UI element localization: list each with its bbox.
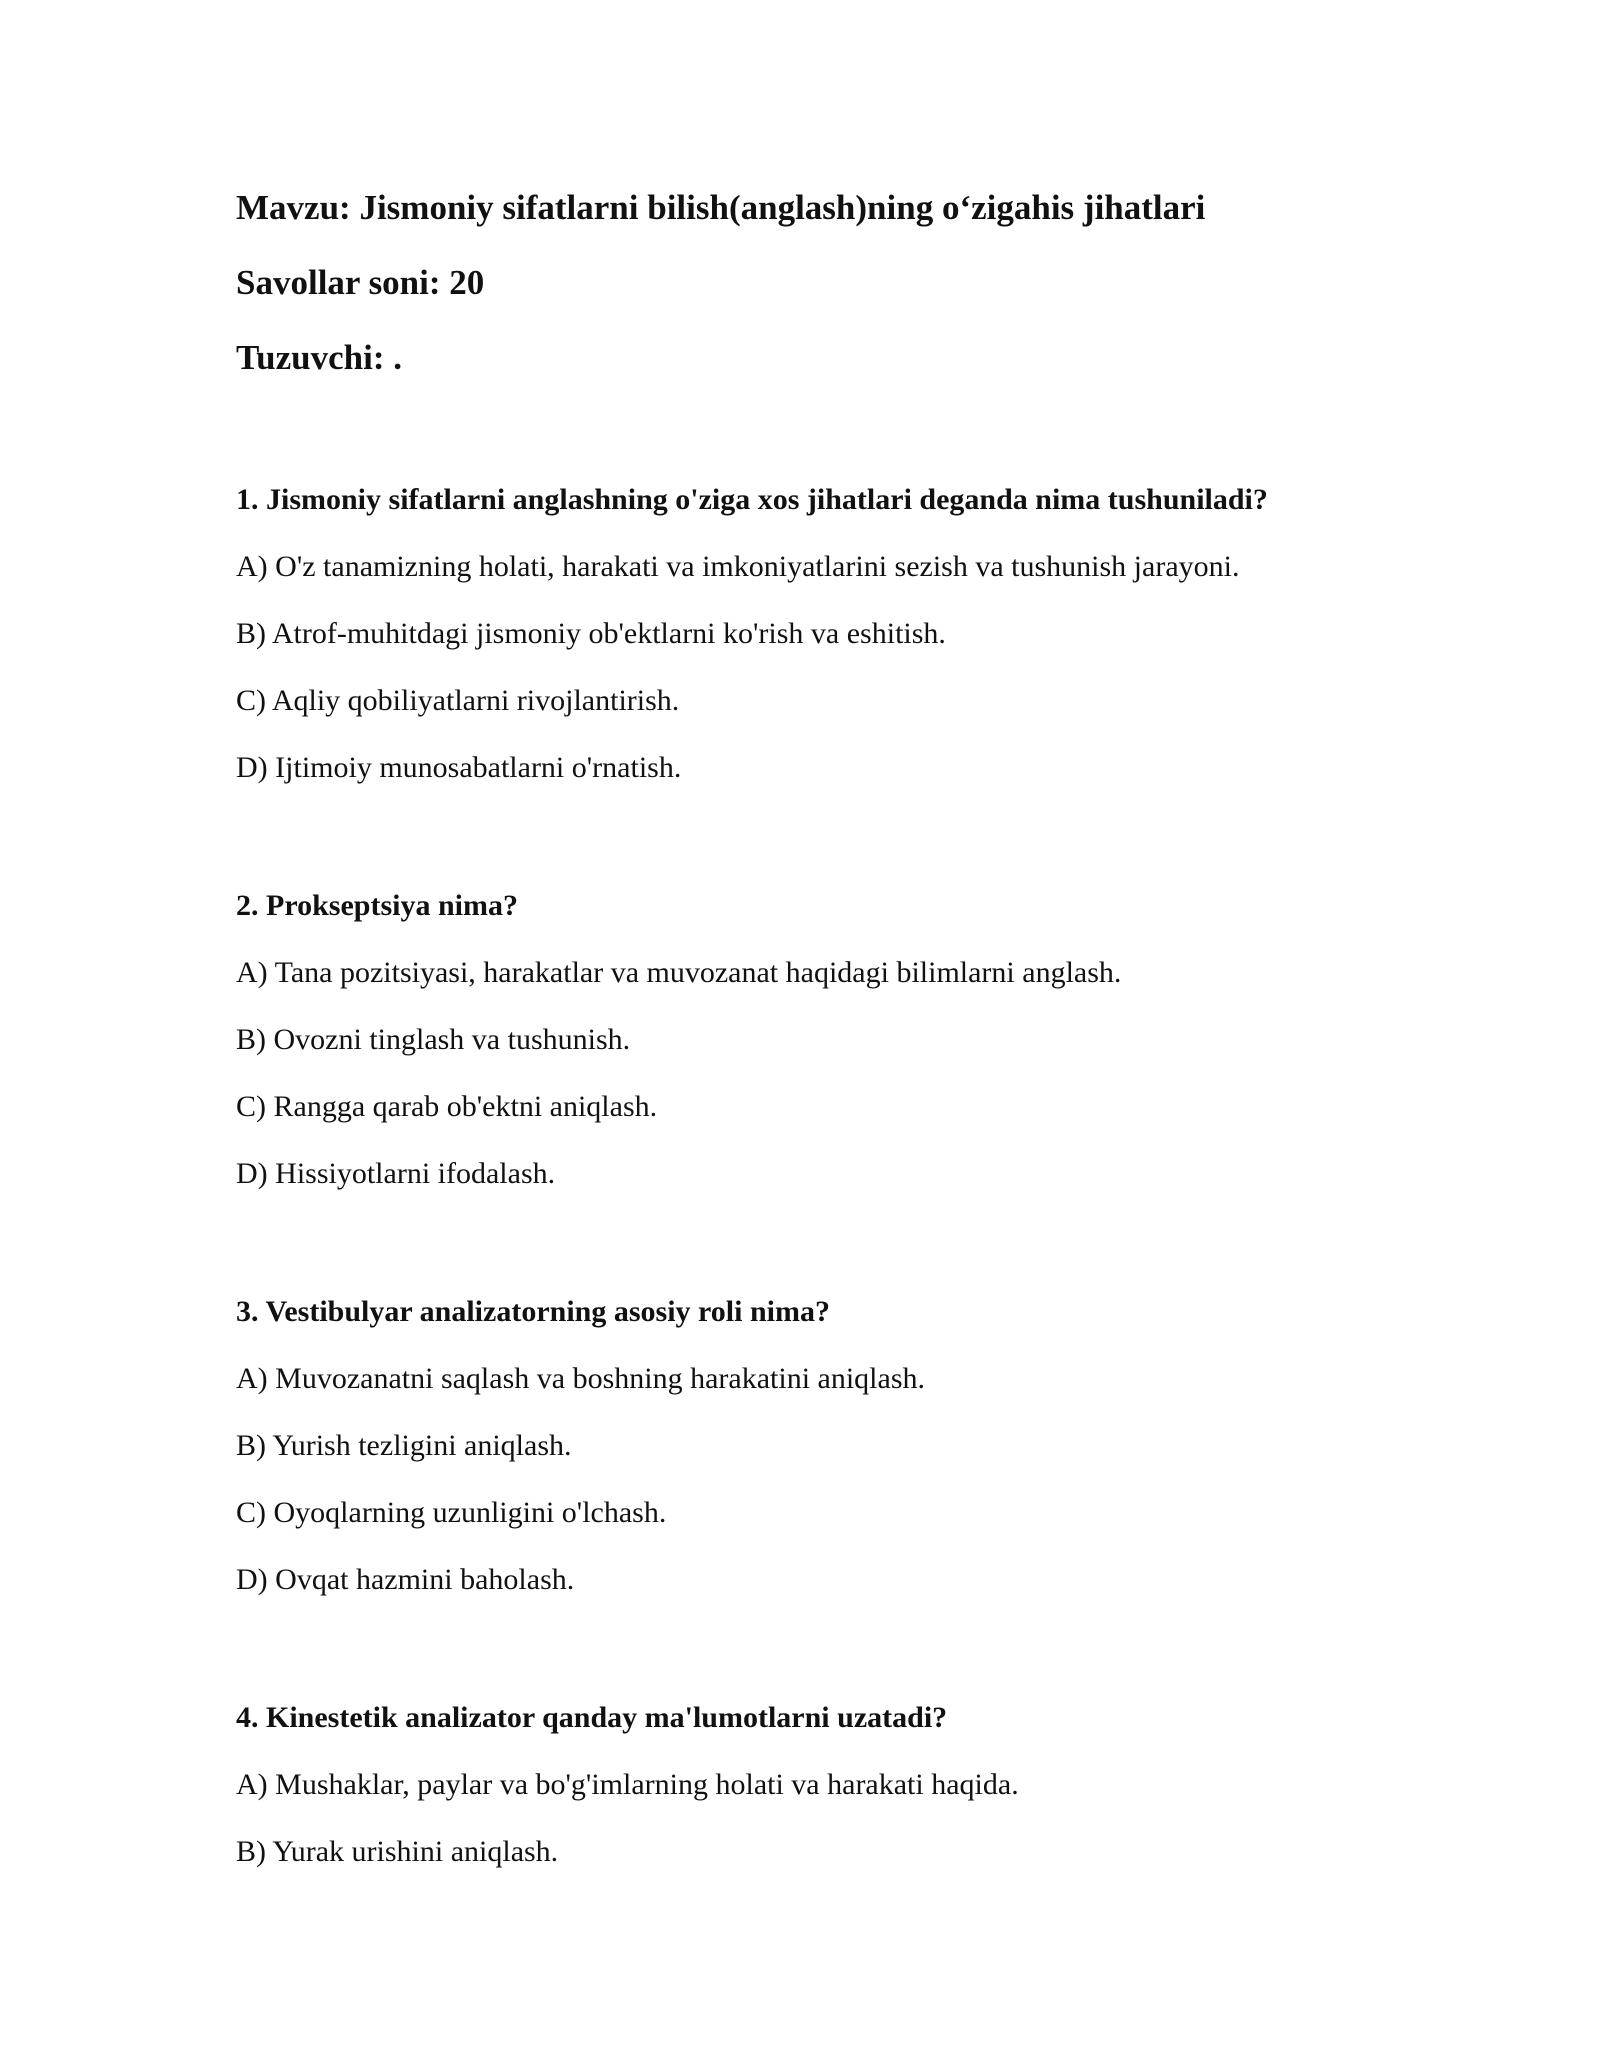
question-count: Savollar soni: 20 <box>236 263 485 302</box>
answer-option-a: A) Muvozanatni saqlash va boshning harakatini aniqlash. <box>236 1362 926 1395</box>
question-text: 3. Vestibulyar analizatorning asosiy roli nima? <box>236 1295 830 1328</box>
answer-option-c: C) Oyoqlarning uzunligini o'lchash. <box>236 1496 667 1529</box>
answer-option-d: D) Ijtimoiy munosabatlarni o'rnatish. <box>236 751 682 784</box>
question-text: 4. Kinestetik analizator qanday ma'lumotlarni uzatadi? <box>236 1701 948 1734</box>
answer-option-d: D) Ovqat hazmini baholash. <box>236 1563 575 1596</box>
answer-option-b: B) Atrof-muhitdagi jismoniy ob'ektlarni ko'rish va eshitish. <box>236 617 946 650</box>
answer-option-a: A) Tana pozitsiyasi, harakatlar va muvozanat haqidagi bilimlarni anglash. <box>236 956 1122 989</box>
answer-option-c: C) Rangga qarab ob'ektni aniqlash. <box>236 1090 658 1123</box>
author-line: Tuzuvchi: . <box>236 338 402 377</box>
answer-option-b: B) Ovozni tinglash va tushunish. <box>236 1023 631 1056</box>
answer-option-b: B) Yurish tezligini aniqlash. <box>236 1429 572 1462</box>
answer-option-c: C) Aqliy qobiliyatlarni rivojlantirish. <box>236 684 680 717</box>
answer-option-a: A) O'z tanamizning holati, harakati va imkoniyatlarini sezish va tushunish jarayoni. <box>236 550 1240 583</box>
answer-option-a: A) Mushaklar, paylar va bo'g'imlarning holati va harakati haqida. <box>236 1768 1019 1801</box>
question-text: 2. Prokseptsiya nima? <box>236 889 518 922</box>
answer-option-d: D) Hissiyotlarni ifodalash. <box>236 1157 556 1190</box>
answer-option-b: B) Yurak urishini aniqlash. <box>236 1835 559 1868</box>
topic-heading: Mavzu: Jismoniy sifatlarni bilish(anglash)ning o‘zigahis jihatlari <box>236 188 1206 227</box>
question-text: 1. Jismoniy sifatlarni anglashning o'ziga xos jihatlari deganda nima tushuniladi? <box>236 483 1268 516</box>
